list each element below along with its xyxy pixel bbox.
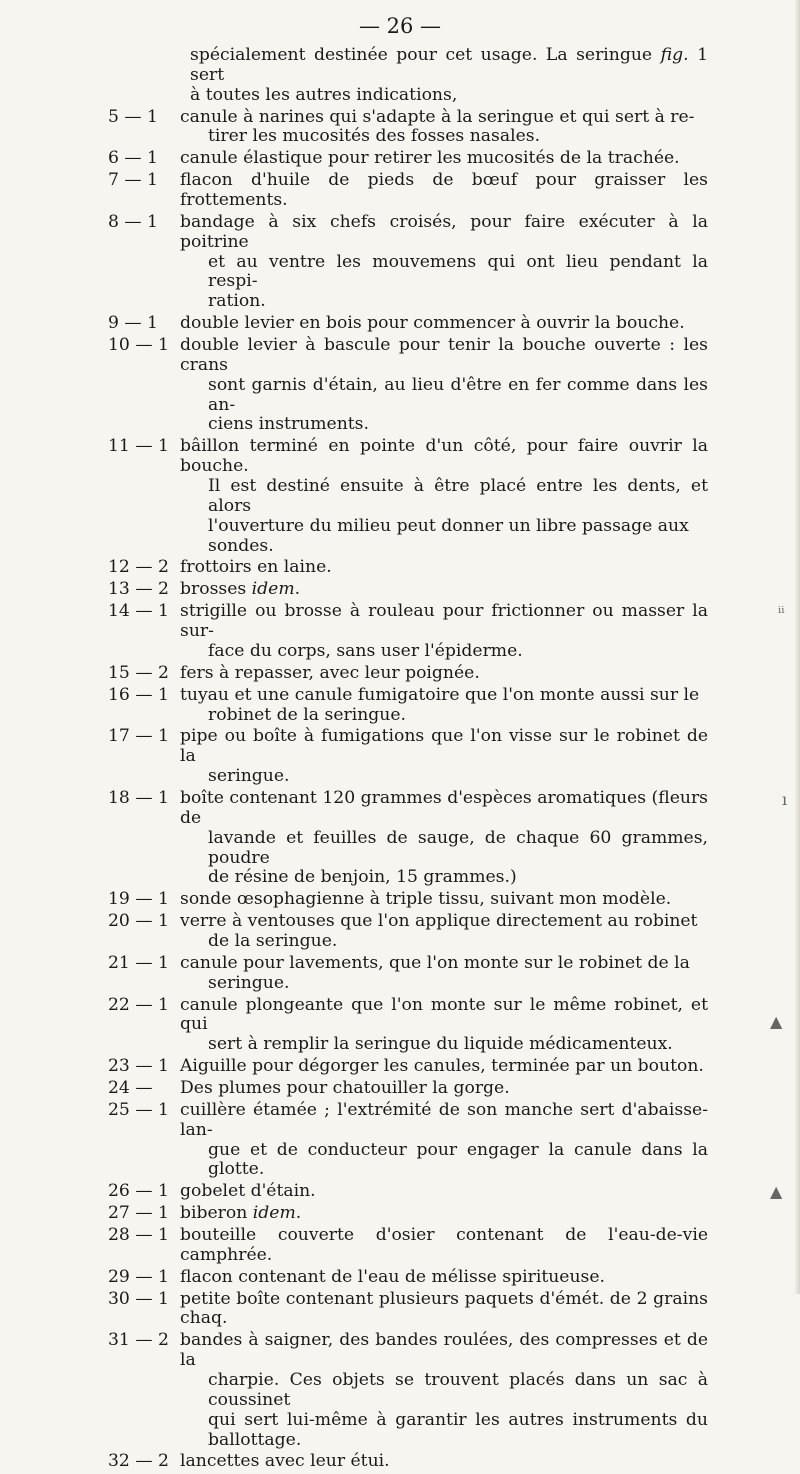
entry-line: tuyau et une canule fumigatoire que l'on monte aussi sur le: [180, 684, 700, 705]
entry-text: [180, 996, 708, 1056]
entry-text: [180, 1057, 708, 1077]
entry-line: et au ventre les mouvemens qui ont lieu pendant la respi-: [208, 251, 708, 292]
entry-line: verre à ventouses que l'on applique directement au robinet: [180, 911, 698, 932]
entry-line: double levier à bascule pour tenir la bouche ouverte : les crans: [180, 335, 708, 375]
margin-arrow-icon: ▲: [770, 1012, 783, 1031]
entry-number: 14 — 1: [108, 601, 169, 622]
inventory-entry: [108, 664, 708, 684]
entry-line: canule élastique pour retirer les mucosités de la trachée.: [180, 148, 680, 169]
entry-number: 19 — 1: [108, 889, 169, 910]
inventory-entry: [108, 1101, 708, 1180]
entry-text: [180, 727, 708, 787]
entry-line: brosses idem.: [180, 579, 301, 600]
entry-number: 29 — 1: [108, 1266, 169, 1287]
entry-line: canule pour lavements, que l'on monte sur le robinet de la: [180, 952, 690, 973]
entry-number: 12 — 2: [108, 557, 169, 578]
inventory-entry: [108, 149, 708, 169]
entry-text: [180, 171, 708, 211]
inventory-entry: [108, 1226, 708, 1266]
entry-line: gue et de conducteur pour engager la canule dans la glotte.: [208, 1139, 708, 1180]
entry-text: [180, 437, 708, 556]
entry-line: fers à repasser, avec leur poignée.: [180, 662, 480, 683]
entry-number: 11 — 1: [108, 436, 169, 457]
entry-line: Aiguille pour dégorger les canules, terminée par un bouton.: [180, 1056, 704, 1077]
entry-line: face du corps, sans user l'épiderme.: [208, 640, 523, 661]
entry-text: [180, 336, 708, 435]
page-number: — 26 —: [358, 14, 442, 38]
entry-number: 21 — 1: [108, 952, 169, 973]
entry-text: [180, 664, 708, 684]
inventory-entry: [108, 213, 708, 312]
entry-number: 6 — 1: [108, 148, 158, 169]
entry-text: [180, 1204, 708, 1224]
entry-line: de la seringue.: [208, 930, 338, 951]
entry-text: [180, 1101, 708, 1180]
document-body: [108, 46, 708, 1474]
inventory-entry: [108, 336, 708, 435]
entry-number: 8 — 1: [108, 211, 158, 232]
entry-text: [180, 1331, 708, 1450]
inventory-entry: [108, 108, 708, 148]
entry-line: seringue.: [208, 766, 290, 787]
entry-text: [180, 1452, 708, 1472]
entry-text: [180, 1226, 708, 1266]
entry-number: 9 — 1: [108, 313, 158, 334]
inventory-entry: [108, 314, 708, 334]
entry-number: 22 — 1: [108, 994, 169, 1015]
entry-text: [180, 213, 708, 312]
entry-line: ration.: [208, 291, 266, 312]
entry-text: [180, 890, 708, 910]
entry-line: tirer les mucosités des fosses nasales.: [208, 126, 541, 147]
entry-line: sert à remplir la seringue du liquide médicamenteux.: [208, 1034, 673, 1055]
inventory-entry: [108, 1079, 708, 1099]
inventory-entry: [108, 890, 708, 910]
intro-line: spécialement destinée pour cet usage. La seringue fig. 1 sert: [190, 45, 709, 85]
inventory-entry: [108, 602, 708, 662]
entry-line: flacon contenant de l'eau de mélisse spiritueuse.: [180, 1266, 605, 1287]
entry-text: [180, 1079, 708, 1099]
entry-number: 28 — 1: [108, 1224, 169, 1245]
entry-number: 31 — 2: [108, 1330, 169, 1351]
intro-paragraph: [108, 46, 708, 106]
entry-line: bâillon terminé en pointe d'un côté, pour faire ouvrir la bouche.: [180, 436, 708, 477]
entry-number: 32 — 2: [108, 1451, 169, 1472]
entry-line: bouteille couverte d'osier contenant de l'eau-de-vie camphrée.: [180, 1224, 708, 1265]
entry-text: [180, 108, 708, 148]
entry-line: strigille ou brosse à rouleau pour frictionner ou masser la sur-: [180, 601, 708, 642]
inventory-entry: [108, 1204, 708, 1224]
inventory-entry: [108, 1268, 708, 1288]
inventory-entry: [108, 558, 708, 578]
entry-line: pipe ou boîte à fumigations que l'on visse sur le robinet de la: [180, 726, 708, 767]
entry-number: 18 — 1: [108, 787, 169, 808]
entry-line: sont garnis d'étain, au lieu d'être en fer comme dans les an-: [208, 374, 708, 415]
entry-text: [180, 149, 708, 169]
inventory-entry: [108, 1057, 708, 1077]
entry-line: lavande et feuilles de sauge, de chaque 60 grammes, poudre: [208, 827, 708, 868]
inventory-entry: [108, 1331, 708, 1450]
entry-line: Il est destiné ensuite à être placé entre les dents, et alors: [208, 476, 708, 516]
entry-text: [180, 954, 708, 994]
entry-text: [180, 1182, 708, 1202]
inventory-entry: [108, 1182, 708, 1202]
inventory-list: [108, 108, 708, 1473]
entry-number: 30 — 1: [108, 1288, 169, 1309]
entry-line: sonde œsophagienne à triple tissu, suivant mon modèle.: [180, 889, 672, 910]
entry-number: 13 — 2: [108, 579, 169, 600]
entry-line: seringue.: [208, 972, 290, 993]
entry-line: sondes.: [208, 535, 274, 556]
inventory-entry: [108, 954, 708, 994]
margin-mark: ı: [782, 790, 788, 809]
entry-line: robinet de la seringue.: [208, 704, 407, 725]
entry-number: 15 — 2: [108, 662, 169, 683]
entry-number: 17 — 1: [108, 726, 169, 747]
entry-text: [180, 789, 708, 888]
entry-number: 20 — 1: [108, 911, 169, 932]
entry-text: [180, 686, 708, 726]
entry-line: frottoirs en laine.: [180, 557, 332, 578]
entry-line: biberon idem.: [180, 1203, 302, 1224]
inventory-entry: [108, 912, 708, 952]
intro-line: à toutes les autres indications,: [190, 84, 458, 105]
entry-text: [180, 1268, 708, 1288]
entry-number: 27 — 1: [108, 1203, 169, 1224]
inventory-entry: [108, 171, 708, 211]
entry-line: petite boîte contenant plusieurs paquets d'émét. de 2 grains chaq.: [180, 1288, 708, 1329]
inventory-entry: [108, 580, 708, 600]
entry-number: 25 — 1: [108, 1099, 169, 1120]
entry-line: l'ouverture du milieu peut donner un libre passage aux: [208, 515, 689, 536]
inventory-entry: [108, 686, 708, 726]
entry-text: [180, 314, 708, 334]
page-edge-shadow: [794, 0, 800, 1294]
entry-number: 7 — 1: [108, 170, 158, 191]
inventory-entry: [108, 727, 708, 787]
entry-line: canule plongeante que l'on monte sur le même robinet, et qui: [180, 994, 708, 1035]
entry-line: de résine de benjoin, 15 grammes.): [208, 867, 517, 888]
entry-line: qui sert lui-même à garantir les autres instruments du ballottage.: [208, 1409, 708, 1450]
inventory-entry: [108, 996, 708, 1056]
inventory-entry: [108, 789, 708, 888]
entry-line: bandage à six chefs croisés, pour faire exécuter à la poitrine: [180, 211, 708, 252]
entry-number: 26 — 1: [108, 1181, 169, 1202]
entry-line: ciens instruments.: [208, 414, 369, 435]
entry-text: [180, 580, 708, 600]
entry-number: 23 — 1: [108, 1056, 169, 1077]
entry-line: double levier en bois pour commencer à ouvrir la bouche.: [180, 313, 685, 334]
entry-line: boîte contenant 120 grammes d'espèces aromatiques (fleurs de: [180, 787, 708, 828]
entry-line: gobelet d'étain.: [180, 1181, 316, 1202]
margin-arrow-icon: ▲: [770, 1182, 783, 1201]
entry-text: [180, 558, 708, 578]
inventory-entry: [108, 1290, 708, 1330]
entry-line: cuillère étamée ; l'extrémité de son manche sert d'abaisse-lan-: [180, 1099, 708, 1140]
entry-number: 5 — 1: [108, 106, 158, 127]
entry-line: flacon d'huile de pieds de bœuf pour graisser les frottements.: [180, 170, 708, 211]
entry-number: 10 — 1: [108, 335, 169, 356]
entry-number: 16 — 1: [108, 684, 169, 705]
entry-line: bandes à saigner, des bandes roulées, des compresses et de la: [180, 1330, 708, 1371]
intro-text: [190, 46, 708, 106]
inventory-entry: [108, 1452, 708, 1472]
entry-line: charpie. Ces objets se trouvent placés dans un sac à coussinet: [208, 1370, 708, 1410]
entry-text: [180, 602, 708, 662]
entry-line: Des plumes pour chatouiller la gorge.: [180, 1077, 510, 1098]
entry-number: 24 —: [108, 1077, 153, 1098]
entry-text: [180, 912, 708, 952]
entry-line: canule à narines qui s'adapte à la seringue et qui sert à re-: [180, 106, 695, 127]
inventory-entry: [108, 437, 708, 556]
entry-line: lancettes avec leur étui.: [180, 1451, 390, 1472]
entry-text: [180, 1290, 708, 1330]
margin-mark: ᵢᵢ: [778, 598, 785, 617]
